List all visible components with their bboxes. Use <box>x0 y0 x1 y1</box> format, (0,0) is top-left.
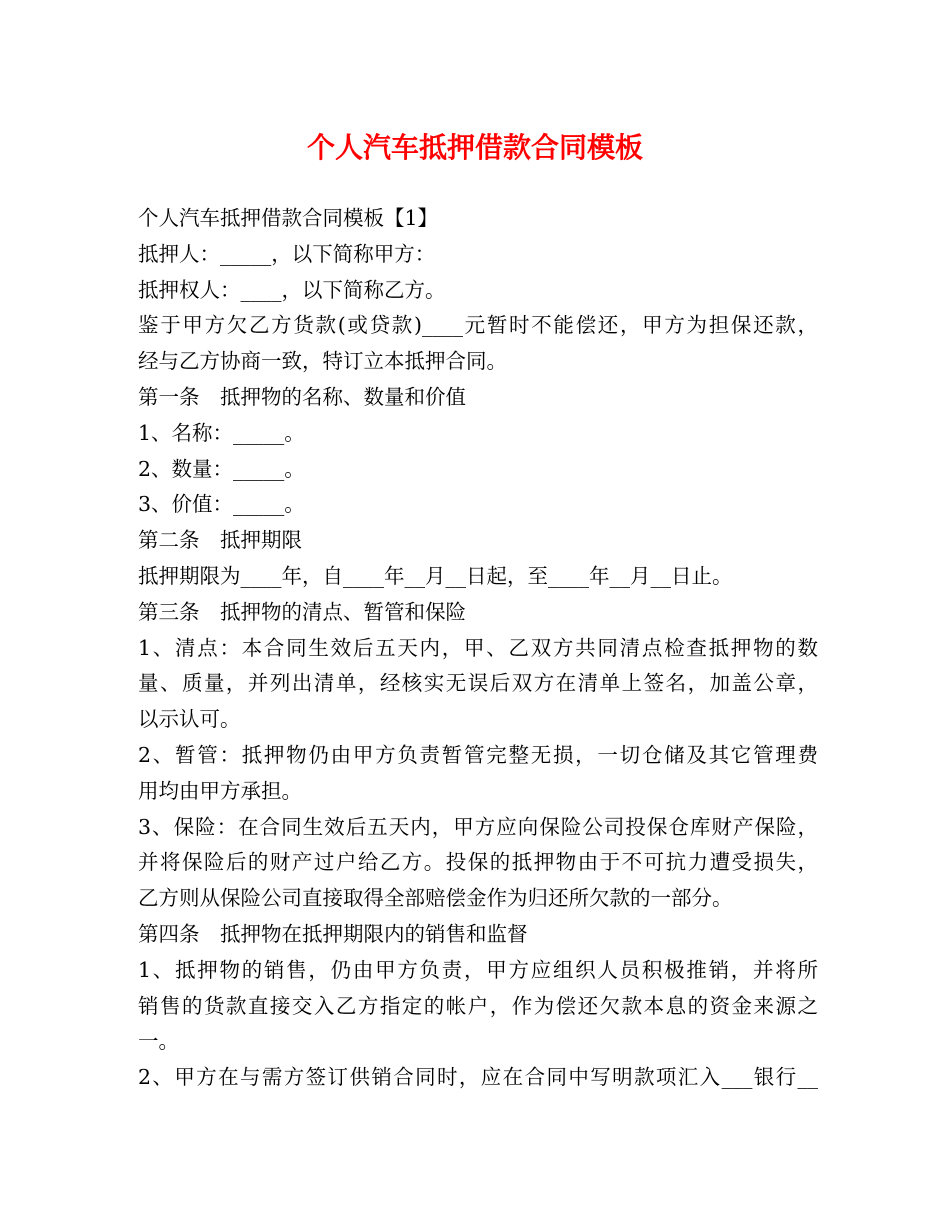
clause-line: 并将保险后的财产过户给乙方。投保的抵押物由于不可抗力遭受损失， <box>138 850 818 875</box>
clause-line: 用均由甲方承担。 <box>138 778 302 803</box>
clause-line: 2、甲方在与需方签订供销合同时，应在合同中写明款项汇入___银行__ <box>138 1065 818 1090</box>
document-body <box>138 201 818 1096</box>
clause-line: 2、暂管：抵押物仍由甲方负责暂管完整无损，一切仓储及其它管理费 <box>138 742 818 767</box>
article-heading: 第二条 抵押期限 <box>138 528 302 553</box>
document-title: 个人汽车抵押借款合同模板 <box>306 131 643 164</box>
clause-line: 1、名称：_____。 <box>138 420 305 445</box>
clause-line: 乙方则从保险公司直接取得全部赔偿金作为归还所欠款的一部分。 <box>138 886 733 911</box>
preamble-line: 鉴于甲方欠乙方货款(或贷款)____元暂时不能偿还，甲方为担保还款， <box>138 313 818 338</box>
clause-line: 3、保险：在合同生效后五天内，甲方应向保险公司投保仓库财产保险， <box>138 814 818 839</box>
clause-line: 以示认可。 <box>138 707 241 732</box>
clause-line: 抵押期限为____年，自____年__月__日起，至____年__月__日止。 <box>138 563 733 588</box>
clause-line: 销售的货款直接交入乙方指定的帐户，作为偿还欠款本息的资金来源之 <box>138 993 818 1018</box>
clause-line: 3、价值：_____。 <box>138 492 305 517</box>
mortgagee-line: 抵押权人：____，以下简称乙方。 <box>138 277 446 302</box>
clause-line: 1、清点：本合同生效后五天内，甲、乙双方共同清点检查抵押物的数 <box>138 635 818 660</box>
clause-line: 1、抵押物的销售，仍由甲方负责，甲方应组织人员积极推销，并将所 <box>138 957 818 982</box>
preamble-line: 经与乙方协商一致，特订立本抵押合同。 <box>138 349 507 374</box>
mortgagor-line: 抵押人：_____，以下简称甲方： <box>138 241 436 266</box>
subtitle-line: 个人汽车抵押借款合同模板【1】 <box>138 206 439 230</box>
clause-line: 量、质量，并列出清单，经核实无误后双方在清单上签名，加盖公章， <box>138 671 818 696</box>
article-heading: 第三条 抵押物的清点、暂管和保险 <box>138 599 466 624</box>
article-heading: 第四条 抵押物在抵押期限内的销售和监督 <box>138 921 528 946</box>
article-heading: 第一条 抵押物的名称、数量和价值 <box>138 384 466 409</box>
clause-line: 2、数量：_____。 <box>138 456 305 481</box>
clause-line: 一。 <box>138 1029 179 1054</box>
